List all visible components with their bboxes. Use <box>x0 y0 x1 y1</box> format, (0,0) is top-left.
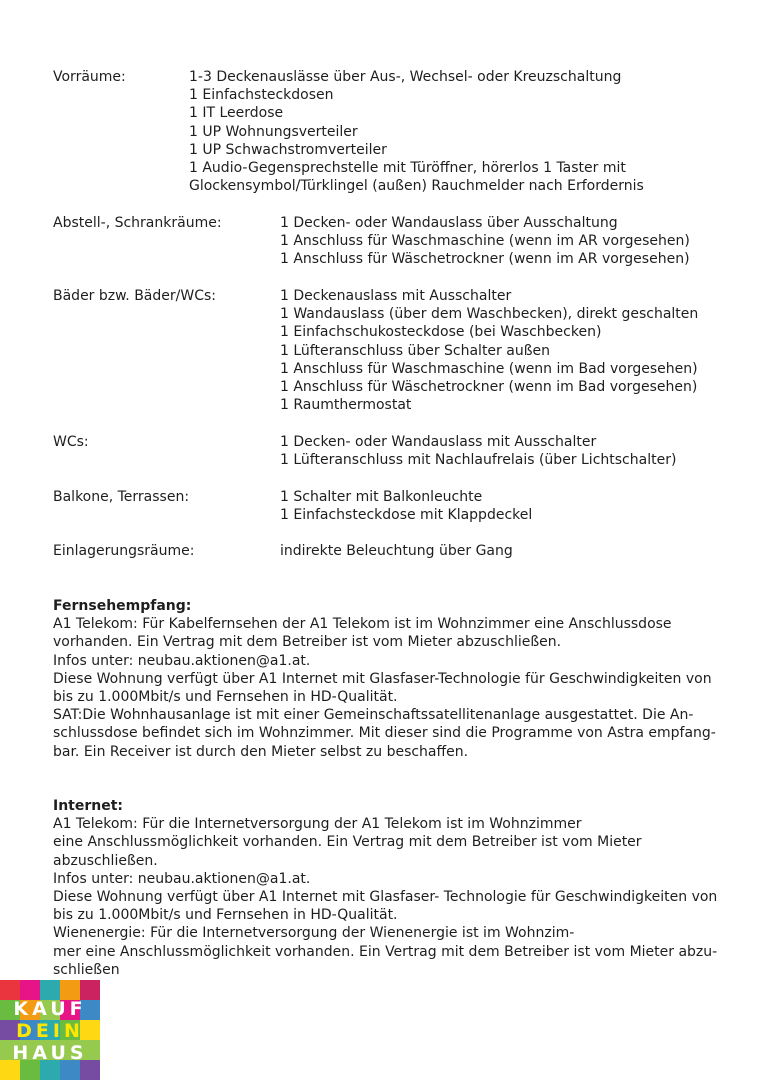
logo-mosaic-tile <box>40 980 60 1000</box>
logo-text-line2: DEIN <box>16 1020 84 1042</box>
spec-lines <box>280 287 698 414</box>
spec-line: 1 Raumthermostat <box>280 397 412 414</box>
kauf-dein-haus-logo <box>0 980 100 1080</box>
spec-line: 1 Anschluss für Wäschetrockner (wenn im Bad vorgesehen) <box>280 379 698 396</box>
paragraph-line: SAT:Die Wohnhausanlage ist mit einer Gemeinschaftssatellitenanlage ausgestattet. Die An- <box>53 707 694 724</box>
paragraph-line: abzuschließen. <box>53 852 158 869</box>
logo-text-line3: HAUS <box>12 1042 88 1064</box>
spec-line: 1 IT Leerdose <box>189 105 284 122</box>
logo-text-line1: KAUF <box>13 998 87 1020</box>
spec-label: WCs: <box>53 434 89 450</box>
spec-label: Vorräume: <box>53 69 126 85</box>
paragraph-line: A1 Telekom: Für Kabelfernsehen der A1 Telekom ist im Wohnzimmer eine Anschlussdose <box>53 616 672 633</box>
paragraph-line: mer eine Anschlussmöglichkeit vorhanden. Ein Vertrag mit dem Betreiber ist vom Mieter abzu- <box>53 943 718 960</box>
spec-line: 1-3 Deckenauslässe über Aus-, Wechsel- oder Kreuzschaltung <box>189 69 622 85</box>
spec-line: 1 Lüfteranschluss mit Nachlaufrelais (über Lichtschalter) <box>280 452 677 469</box>
spec-line: 1 UP Wohnungsverteiler <box>189 123 358 140</box>
paragraph-line: vorhanden. Ein Vertrag mit dem Betreiber ist vom Mieter abzuschließen. <box>53 634 562 651</box>
spec-line: 1 Anschluss für Waschmaschine (wenn im AR vorgesehen) <box>280 233 690 250</box>
spec-line: 1 Schalter mit Balkonleuchte <box>280 489 483 505</box>
paragraph-line: bar. Ein Receiver ist durch den Mieter selbst zu beschaffen. <box>53 743 469 760</box>
spec-line: 1 Decken- oder Wandauslass mit Ausschalter <box>280 434 597 450</box>
spec-line: 1 Audio-Gegensprechstelle mit Türöffner, hörerlos 1 Taster mit <box>189 160 626 177</box>
spec-lines <box>280 433 676 469</box>
paragraph-line: Wienenergie: Für die Internetversorgung der Wienenergie ist im Wohnzim- <box>53 925 575 942</box>
spec-label: Balkone, Terrassen: <box>53 489 190 505</box>
spec-line: indirekte Beleuchtung über Gang <box>280 543 513 559</box>
spec-line: 1 Wandauslass (über dem Waschbecken), direkt geschalten <box>280 306 699 323</box>
section-title: Fernsehempfang: <box>53 598 192 614</box>
spec-label: Abstell-, Schrankräume: <box>53 215 222 231</box>
section-title: Internet: <box>53 798 124 814</box>
spec-lines <box>280 488 532 524</box>
section-internet <box>53 797 718 979</box>
spec-line: 1 Einfachsteckdose mit Klappdeckel <box>280 507 533 524</box>
spec-label: Einlagerungsräume: <box>53 543 195 559</box>
paragraph-line: Infos unter: neubau.aktionen@a1.at. <box>53 870 311 887</box>
spec-line: 1 UP Schwachstromverteiler <box>189 141 387 158</box>
paragraph-line: bis zu 1.000Mbit/s und Fernsehen in HD-Qualität. <box>53 907 398 924</box>
logo-mosaic-tile <box>80 980 100 1000</box>
spec-line: 1 Anschluss für Wäschetrockner (wenn im AR vorgesehen) <box>280 251 690 268</box>
logo-mosaic-tile <box>0 980 20 1000</box>
paragraph-line: Diese Wohnung verfügt über A1 Internet mit Glasfaser- Technologie für Geschwindigkeiten von <box>53 889 718 906</box>
spec-line: 1 Lüfteranschluss über Schalter außen <box>280 342 551 359</box>
spec-line: 1 Decken- oder Wandauslass über Ausschaltung <box>280 215 618 231</box>
spec-line: 1 Deckenauslass mit Ausschalter <box>280 288 512 304</box>
spec-label: Bäder bzw. Bäder/WCs: <box>53 288 216 304</box>
spec-line: 1 Einfachschukosteckdose (bei Waschbecken) <box>280 324 602 341</box>
logo-mosaic-tile <box>60 980 80 1000</box>
paragraph-line: Infos unter: neubau.aktionen@a1.at. <box>53 652 311 669</box>
spec-lines <box>189 68 644 195</box>
spec-line: 1 Einfachsteckdosen <box>189 87 334 104</box>
section-fernsehempfang <box>53 597 716 761</box>
paragraph-line: bis zu 1.000Mbit/s und Fernsehen in HD-Qualität. <box>53 689 398 706</box>
paragraph-line: eine Anschlussmöglichkeit vorhanden. Ein Vertrag mit dem Betreiber ist vom Mieter <box>53 834 642 851</box>
paragraph-line: schlussdose befindet sich im Wohnzimmer. Mit dieser sind die Programme von Astra empfang- <box>53 725 716 742</box>
paragraph-line: schließen <box>53 961 120 978</box>
spec-lines <box>280 542 513 560</box>
paragraph-line: A1 Telekom: Für die Internetversorgung der A1 Telekom ist im Wohnzimmer <box>53 816 582 833</box>
paragraph-line: Diese Wohnung verfügt über A1 Internet mit Glasfaser-Technologie für Geschwindigkeiten von <box>53 670 712 687</box>
spec-line: Glockensymbol/Türklingel (außen) Rauchmelder nach Erfordernis <box>189 178 644 195</box>
spec-lines <box>280 214 690 269</box>
spec-line: 1 Anschluss für Waschmaschine (wenn im Bad vorgesehen) <box>280 360 698 377</box>
logo-mosaic-tile <box>20 980 40 1000</box>
